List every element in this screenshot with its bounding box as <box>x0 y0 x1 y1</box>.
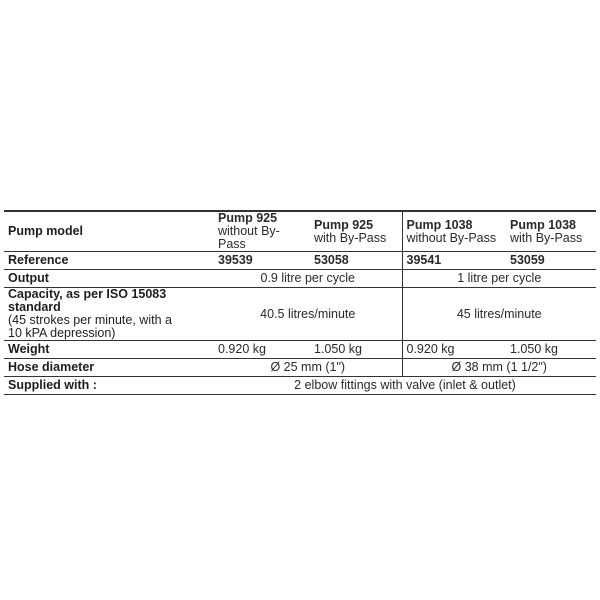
table-header-row <box>4 211 596 252</box>
supplied-with-label: Supplied with : <box>4 377 214 395</box>
capacity-label-line2: (45 strokes per minute, with a <box>8 313 172 327</box>
model-variant: without By-Pass <box>406 230 497 245</box>
reference-value: 39539 <box>214 252 310 270</box>
weight-value: 0.920 kg <box>402 341 506 359</box>
hose-925: Ø 25 mm (1") <box>214 359 402 377</box>
model-variant: with By-Pass <box>314 230 387 245</box>
model-1038-bypass <box>506 211 596 252</box>
model-variant: with By-Pass <box>510 230 583 245</box>
weight-row <box>4 341 596 359</box>
model-name: Pump 1038 <box>510 217 577 232</box>
capacity-label-line3: 10 kPA depression) <box>8 326 116 340</box>
model-name: Pump 925 <box>314 217 374 232</box>
reference-label: Reference <box>4 252 214 270</box>
capacity-label <box>4 288 214 341</box>
reference-value: 53059 <box>506 252 596 270</box>
weight-value: 1.050 kg <box>310 341 402 359</box>
hose-diameter-label: Hose diameter <box>4 359 214 377</box>
reference-value: 39541 <box>402 252 506 270</box>
capacity-label-line1: Capacity, as per ISO 15083 standard <box>8 287 167 314</box>
model-925-bypass <box>310 211 402 252</box>
reference-value: 53058 <box>310 252 402 270</box>
supplied-with-row <box>4 377 596 395</box>
output-925: 0.9 litre per cycle <box>214 270 402 288</box>
model-name: Pump 925 <box>218 211 278 225</box>
weight-label: Weight <box>4 341 214 359</box>
hose-1038: Ø 38 mm (1 1/2") <box>402 359 596 377</box>
capacity-925: 40.5 litres/minute <box>214 288 402 341</box>
output-label: Output <box>4 270 214 288</box>
model-variant: without By-Pass <box>218 224 280 251</box>
capacity-row <box>4 288 596 341</box>
output-row <box>4 270 596 288</box>
weight-value: 1.050 kg <box>506 341 596 359</box>
output-1038: 1 litre per cycle <box>402 270 596 288</box>
hose-diameter-row <box>4 359 596 377</box>
pump-model-label: Pump model <box>8 224 84 238</box>
weight-value: 0.920 kg <box>214 341 310 359</box>
model-name: Pump 1038 <box>406 217 473 232</box>
supplied-with-value: 2 elbow fittings with valve (inlet & outlet) <box>214 377 596 395</box>
reference-row <box>4 252 596 270</box>
spec-table <box>4 210 596 395</box>
capacity-1038: 45 litres/minute <box>402 288 596 341</box>
model-925-no-bypass <box>214 211 310 252</box>
model-1038-no-bypass <box>402 211 506 252</box>
